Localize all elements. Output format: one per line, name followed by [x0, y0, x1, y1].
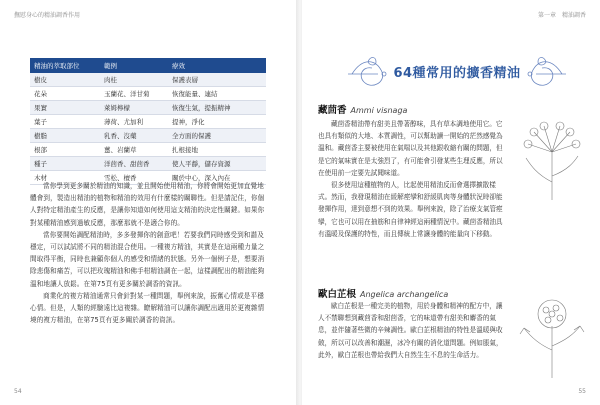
paragraph: 當你要開始調配精油時，多多發揮你的創意吧！若要我們同時感受到和諧及穩定，可以試試將不同的精油混合使用。一種複方精油，其實是在這兩種力量之間取得平衡，同時也兼顧你個人的感受和情緒的狀態。另外一個例子是，想要消除悲傷和痛苦，可以把玫瑰精油和佛手柑精油調在一起，這樣調配出的精油能夠溫和地讓人放鬆。在第75頁有更多關於調香的資訊。	[30, 230, 265, 288]
table-cell: 果實	[30, 101, 100, 115]
table-cell: 保護表層	[168, 73, 266, 87]
table-cell: 提神，淨化	[168, 115, 266, 129]
paragraph: 歐白芷根是一種完美的植物，用於身體和精神的配方中，讓人不禁聯想到藏茴香和甜茴香，它的味道帶有甜美和麝香的氣息，並伴隨著些微的辛辣調性。歐白芷根精油的特性是溫暖與收斂，所以可以改善和潮濕，冰冷有關的消化道問題。例如脹氣，此外，歐白芷根也帶給我們大自然生生不息的生命活力。	[318, 302, 503, 359]
oil-latin-name: Angelica archangelica	[360, 290, 449, 299]
table-cell: 薄荷、尤加利	[100, 115, 168, 129]
right-page	[302, 0, 600, 405]
oil-name: 歐白芷根	[318, 289, 357, 300]
paragraph: 當你學到更多關於精油的知識，並且開始使用精油，你將會開始更加直覺地體會到，製造出精油的植物和精油的效用有什麼樣的關聯性。但是請記住，你個人對特定精油產生的反應，是讓你知道如何使用這支精油的決定性關鍵。如果你對某種精油感到過敏反應，那麼那就不是適合你的。	[30, 182, 265, 227]
running-header: 撫慰身心的精油調香作用	[14, 12, 81, 19]
table-row	[30, 115, 266, 129]
table-cell: 木材	[30, 171, 100, 185]
table-row	[30, 101, 266, 115]
table-cell: 全方面的保護	[168, 129, 266, 143]
oil-description	[318, 118, 506, 240]
left-page	[0, 0, 298, 405]
table-header-row	[30, 58, 266, 73]
angelica-illustration	[516, 290, 588, 380]
chapter-title: 64種常用的擴香精油	[393, 66, 521, 81]
paragraph: 藏茴香精油帶有甜美且帶著醇味，具有草本調地使用它。它也具有類似的大地、本質調性，可以幫助讀一開始的茫然感覺為溫和。藏茴香主要被使用在氣喘以及其他跟收縮有關的問題，但是它的氣味實在是太強烈了，有可能會引發某些生理反應，所以在使用前一定要先試聞味道。	[318, 120, 503, 177]
table-cell: 扎根接地	[168, 143, 266, 157]
column-header-effect: 療效	[168, 58, 266, 73]
table-row	[30, 87, 266, 101]
table-row	[30, 73, 266, 87]
column-header-part: 精油的萃取部位	[30, 58, 100, 73]
table-cell: 關於中心，深入內在	[168, 171, 266, 185]
table-row	[30, 129, 266, 143]
table-cell: 樹皮	[30, 73, 100, 87]
page-number: 55	[578, 388, 586, 395]
table-cell: 玉蘭花、洋甘菊	[100, 87, 168, 101]
body-text	[30, 180, 268, 326]
table-cell: 樹脂	[30, 129, 100, 143]
table-row	[30, 143, 266, 157]
table-cell: 肉桂	[100, 73, 168, 87]
oil-heading	[318, 102, 407, 116]
table-row	[30, 157, 266, 171]
page-number: 54	[14, 388, 22, 395]
oil-description	[318, 300, 506, 361]
running-header: 第一章 精油調香	[537, 12, 586, 19]
oil-heading	[318, 286, 448, 300]
table-cell: 根部	[30, 143, 100, 157]
table-cell: 種子	[30, 157, 100, 171]
table-cell: 恢復能量、連結	[168, 87, 266, 101]
table-cell: 恢復生氣，提振精神	[168, 101, 266, 115]
table-cell: 雪松、檀香	[100, 171, 168, 185]
paragraph: 很多使用這種植物的人，比起使用精油反而會選擇擴散樣式。然而，我發現精油在緩解痙攣和舒緩肌肉等身體狀況時卻能發揮作用，達到意想不到的效果。舉例來說，除了治療支氣管痙攣，它也可以用在抽筋和自律神經這兩種情況中。藏茴香精油具有溫暖及保護的特性，而且傳統上常讓身體的能量向下移動。	[318, 181, 503, 238]
oil-name: 藏茴香	[318, 105, 347, 116]
ammi-visnaga-illustration	[516, 112, 588, 202]
table-cell: 花朵	[30, 87, 100, 101]
table-cell: 葉子	[30, 115, 100, 129]
column-header-example: 範例	[100, 58, 168, 73]
paragraph: 商業化的複方精油通常只會針對某一種問題，舉例來說，振奮心情或是平穩心情。但是，人類的經驗遠比這複雜。瞭解精油可以讓你調配出適用於更複雜情境的複方精油，在第75頁有更多關於調香的資訊。	[30, 291, 265, 325]
table-cell: 薑、岩蘭草	[100, 143, 168, 157]
table-cell: 乳香、沒藥	[100, 129, 168, 143]
table-cell: 使人平靜，儲存資源	[168, 157, 266, 171]
table-cell: 洋茴香、甜茴香	[100, 157, 168, 171]
table-cell: 萊姆檸檬	[100, 101, 168, 115]
oil-extraction-table	[30, 58, 266, 185]
oil-latin-name: Ammi visnaga	[350, 106, 408, 115]
